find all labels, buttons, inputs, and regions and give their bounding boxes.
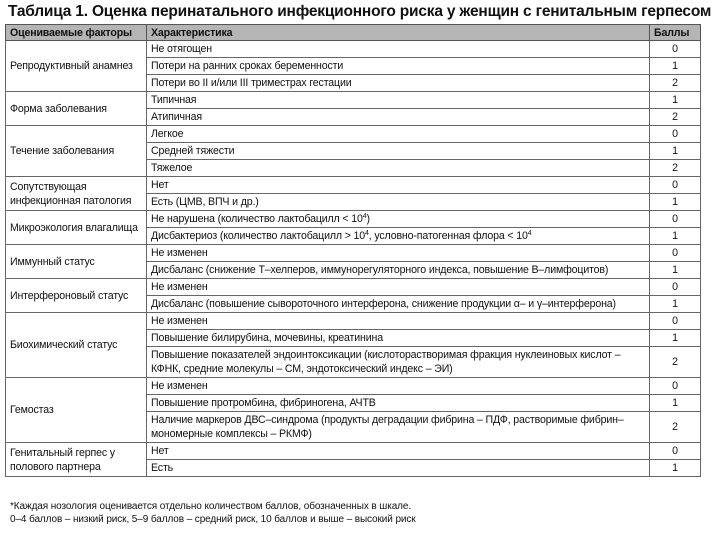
characteristic-text: Дисбаланс (снижение Т–хелперов, иммунорегуляторного индекса, повышение В–лимфоцитов) <box>151 264 609 276</box>
characteristic-text: Атипичная <box>151 111 202 123</box>
factor-cell: Биохимический статус <box>6 313 147 378</box>
factor-cell: Микроэкология влагалища <box>6 211 147 245</box>
characteristic-text: Не изменен <box>151 281 208 293</box>
superscript: 4 <box>365 230 369 237</box>
score-cell: 1 <box>650 395 701 412</box>
characteristic-cell <box>147 245 650 262</box>
header-row <box>6 25 701 41</box>
characteristic-cell <box>147 228 650 245</box>
characteristic-cell <box>147 395 650 412</box>
score-cell: 0 <box>650 443 701 460</box>
score-cell: 2 <box>650 109 701 126</box>
footnote-line-2: 0–4 баллов – низкий риск, 5–9 баллов – средний риск, 10 баллов и выше – высокий риск <box>10 514 416 525</box>
factor-cell: Течение заболевания <box>6 126 147 177</box>
score-cell: 1 <box>650 330 701 347</box>
score-cell: 0 <box>650 41 701 58</box>
table-row <box>6 211 701 228</box>
characteristic-cell <box>147 443 650 460</box>
score-cell: 2 <box>650 75 701 92</box>
table-row <box>6 313 701 330</box>
score-cell: 1 <box>650 194 701 211</box>
factor-cell: Интерфероновый статус <box>6 279 147 313</box>
score-cell: 1 <box>650 143 701 160</box>
characteristic-cell <box>147 143 650 160</box>
characteristic-text: Дисбаланс (повышение сывороточного интерферона, снижение продукции α– и γ–интерферона) <box>151 298 616 310</box>
characteristic-text-continued: ) <box>366 213 370 225</box>
table-title: Таблица 1. Оценка перинатального инфекционного риска у женщин с генитальным герпесом <box>8 3 712 20</box>
table-row <box>6 279 701 296</box>
characteristic-cell <box>147 75 650 92</box>
characteristic-cell <box>147 330 650 347</box>
characteristic-cell <box>147 378 650 395</box>
characteristic-text: Есть <box>151 462 174 474</box>
characteristic-text: Повышение показателей эндоинтоксикации (кислоторастворимая фракция нуклеиновых кислот – КФНК, средние молекулы – СМ, эндотоксический индекс – ЭИ) <box>151 349 621 375</box>
score-cell: 0 <box>650 126 701 143</box>
score-cell: 1 <box>650 296 701 313</box>
characteristic-text: Тяжелое <box>151 162 193 174</box>
table-row <box>6 126 701 143</box>
score-cell: 1 <box>650 92 701 109</box>
characteristic-text: Не нарушена (количество лактобацилл < 10 <box>151 213 363 225</box>
characteristic-text: Нет <box>151 179 169 191</box>
score-cell: 2 <box>650 160 701 177</box>
characteristic-cell <box>147 279 650 296</box>
characteristic-text: Средней тяжести <box>151 145 235 157</box>
factor-cell: Генитальный герпес у полового партнера <box>6 443 147 477</box>
score-cell: 1 <box>650 58 701 75</box>
characteristic-text: Потери на ранних сроках беременности <box>151 60 344 72</box>
characteristic-text: Не отягощен <box>151 43 212 55</box>
characteristic-cell <box>147 92 650 109</box>
characteristic-text: Есть (ЦМВ, ВПЧ и др.) <box>151 196 259 208</box>
characteristic-cell <box>147 109 650 126</box>
factor-cell: Иммунный статус <box>6 245 147 279</box>
table-row <box>6 245 701 262</box>
characteristic-cell <box>147 460 650 477</box>
characteristic-text: Не изменен <box>151 247 208 259</box>
score-cell: 1 <box>650 460 701 477</box>
table-row <box>6 443 701 460</box>
characteristic-text: Потери во II и/или III триместрах гестации <box>151 77 352 89</box>
factor-cell: Форма заболевания <box>6 92 147 126</box>
characteristic-cell <box>147 211 650 228</box>
table-row <box>6 177 701 194</box>
characteristic-cell <box>147 194 650 211</box>
factor-cell: Гемостаз <box>6 378 147 443</box>
characteristic-text: Наличие маркеров ДВС–синдрома (продукты деградации фибрина – ПДФ, растворимые фибрин–мономерные комплексы – РКМФ) <box>151 414 624 440</box>
superscript: 4 <box>527 230 532 237</box>
score-cell: 1 <box>650 262 701 279</box>
header-score: Баллы <box>650 25 701 41</box>
characteristic-cell <box>147 58 650 75</box>
risk-table <box>5 24 701 477</box>
characteristic-text: Не изменен <box>151 315 208 327</box>
characteristic-cell <box>147 126 650 143</box>
score-cell: 0 <box>650 279 701 296</box>
characteristic-cell <box>147 412 650 443</box>
superscript: 4 <box>362 213 367 220</box>
score-cell: 2 <box>650 347 701 378</box>
table-body <box>6 41 701 477</box>
characteristic-text: Повышение билирубина, мочевины, креатинина <box>151 332 383 344</box>
table-row <box>6 41 701 58</box>
score-cell: 0 <box>650 177 701 194</box>
characteristic-cell <box>147 296 650 313</box>
characteristic-cell <box>147 41 650 58</box>
characteristic-text: Дисбактериоз (количество лактобацилл > 10 <box>151 230 366 242</box>
characteristic-text: Легкое <box>151 128 184 140</box>
characteristic-text: Нет <box>151 445 169 457</box>
characteristic-cell <box>147 160 650 177</box>
footnote-line-1: *Каждая нозология оценивается отдельно количеством баллов, обозначенных в шкале. <box>10 501 412 512</box>
header-characteristic: Характеристика <box>147 25 650 41</box>
characteristic-text: Повышение протромбина, фибриногена, АЧТВ <box>151 397 376 409</box>
score-cell: 1 <box>650 228 701 245</box>
factor-cell: Репродуктивный анамнез <box>6 41 147 92</box>
score-cell: 0 <box>650 378 701 395</box>
score-cell: 0 <box>650 245 701 262</box>
footnote <box>10 500 710 526</box>
characteristic-text-continued: , условно-патогенная флора < 10 <box>368 230 528 242</box>
characteristic-cell <box>147 347 650 378</box>
header-factor: Оцениваемые факторы <box>6 25 147 41</box>
score-cell: 0 <box>650 313 701 330</box>
score-cell: 2 <box>650 412 701 443</box>
characteristic-cell <box>147 313 650 330</box>
factor-cell: Сопутствующая инфекционная патология <box>6 177 147 211</box>
table-row <box>6 92 701 109</box>
table-row <box>6 378 701 395</box>
characteristic-text: Не изменен <box>151 380 208 392</box>
characteristic-text: Типичная <box>151 94 197 106</box>
score-cell: 0 <box>650 211 701 228</box>
characteristic-cell <box>147 177 650 194</box>
characteristic-cell <box>147 262 650 279</box>
